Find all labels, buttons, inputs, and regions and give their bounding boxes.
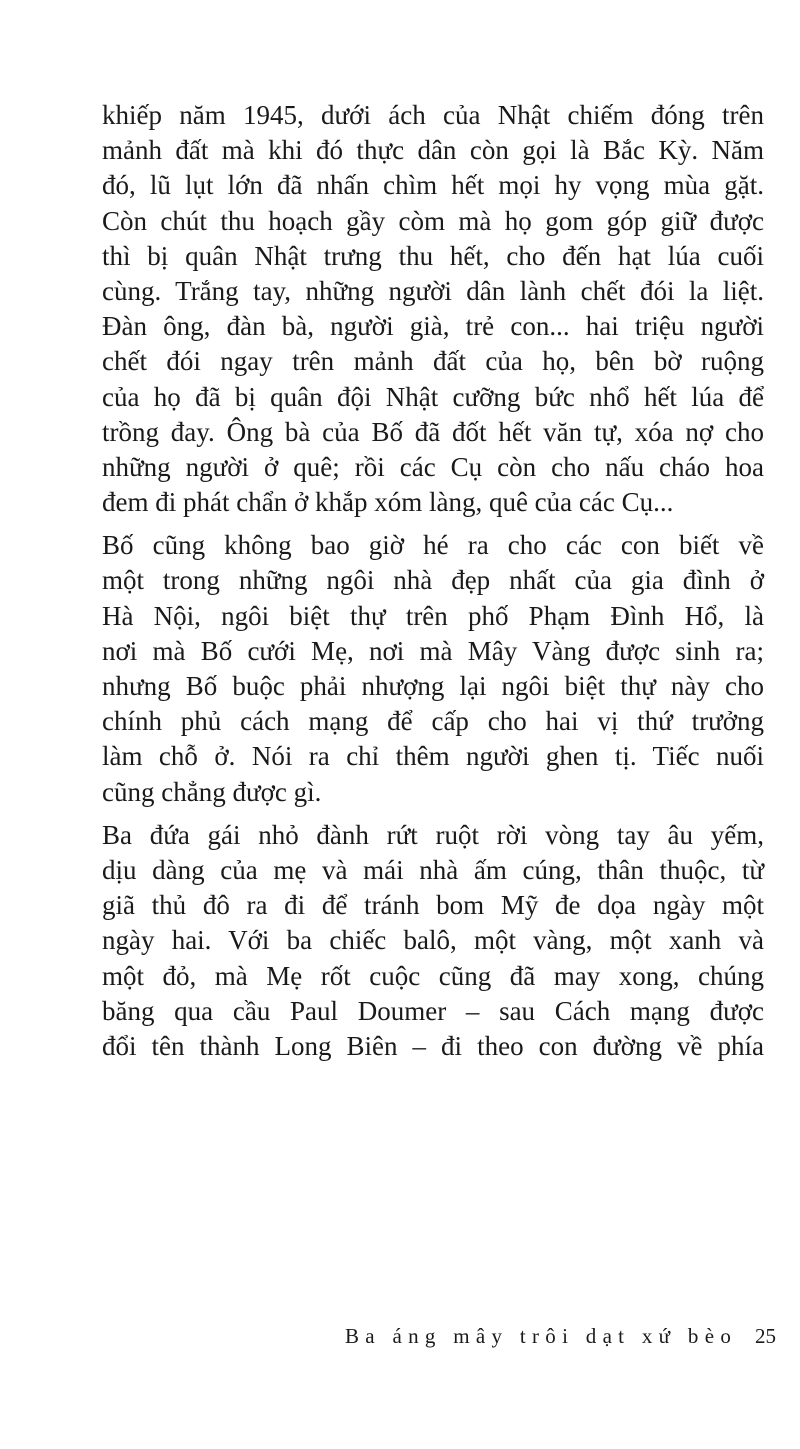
text-line: Hà Nội, ngôi biệt thự trên phố Phạm Đình Hổ, là	[102, 600, 764, 631]
text-line: đem đi phát chẩn ở khắp xóm làng, quê của các Cụ...	[102, 487, 674, 518]
text-line: nơi mà Bố cưới Mẹ, nơi mà Mây Vàng được sinh ra;	[102, 635, 764, 666]
text-line: băng qua cầu Paul Doumer – sau Cách mạng được	[102, 995, 764, 1026]
text-line: khiếp năm 1945, dưới ách của Nhật chiếm đóng trên	[102, 100, 764, 130]
paragraph-1	[102, 98, 764, 520]
running-title: Ba áng mây trôi dạt xứ bèo	[345, 1324, 738, 1348]
page-footer	[0, 1324, 800, 1354]
text-line: một trong những ngôi nhà đẹp nhất của gia đình ở	[102, 565, 764, 596]
text-line: của họ đã bị quân đội Nhật cưỡng bức nhổ hết lúa để	[102, 381, 764, 412]
text-line: Bố cũng không bao giờ hé ra cho các con biết về	[102, 530, 764, 561]
text-line: Còn chút thu hoạch gầy còm mà họ gom góp giữ được	[102, 205, 764, 236]
text-line: làm chỗ ở. Nói ra chỉ thêm người ghen tị. Tiếc nuối	[102, 741, 764, 772]
text-line: chết đói ngay trên mảnh đất của họ, bên bờ ruộng	[102, 346, 764, 377]
paragraph-gap	[102, 520, 764, 528]
text-line: Ba đứa gái nhỏ đành rứt ruột rời vòng tay âu yếm,	[102, 819, 764, 850]
text-line: giã thủ đô ra đi để tránh bom Mỹ đe dọa ngày một	[102, 890, 764, 921]
text-line: Đàn ông, đàn bà, người già, trẻ con... hai triệu người	[102, 311, 764, 342]
text-line: trồng đay. Ông bà của Bố đã đốt hết văn tự, xóa nợ cho	[102, 416, 764, 447]
text-line: ngày hai. Với ba chiếc balô, một vàng, một xanh và	[102, 925, 764, 956]
text-line: cũng chẳng được gì.	[102, 776, 322, 807]
text-line: nhưng Bố buộc phải nhượng lại ngôi biệt thự này cho	[102, 671, 764, 701]
text-line: chính phủ cách mạng để cấp cho hai vị thứ trưởng	[102, 706, 764, 737]
text-line: đổi tên thành Long Biên – đi theo con đường về phía	[102, 1030, 764, 1061]
paragraph-3	[102, 818, 764, 1064]
text-line: thì bị quân Nhật trưng thu hết, cho đến hạt lúa cuối	[102, 240, 764, 271]
page-number: 25	[755, 1324, 776, 1348]
text-line: mảnh đất mà khi đó thực dân còn gọi là Bắc Kỳ. Năm	[102, 135, 764, 166]
text-line: một đỏ, mà Mẹ rốt cuộc cũng đã may xong, chúng	[102, 960, 764, 991]
paragraph-gap	[102, 810, 764, 818]
text-line: cùng. Trắng tay, những người dân lành chết đói la liệt.	[102, 275, 764, 306]
paragraph-2	[102, 528, 764, 810]
text-line: dịu dàng của mẹ và mái nhà ấm cúng, thân thuộc, từ	[102, 854, 764, 885]
text-line: những người ở quê; rồi các Cụ còn cho nấu cháo hoa	[102, 451, 764, 482]
page-body	[102, 98, 764, 1064]
text-line: đó, lũ lụt lớn đã nhấn chìm hết mọi hy vọng mùa gặt.	[102, 170, 764, 201]
